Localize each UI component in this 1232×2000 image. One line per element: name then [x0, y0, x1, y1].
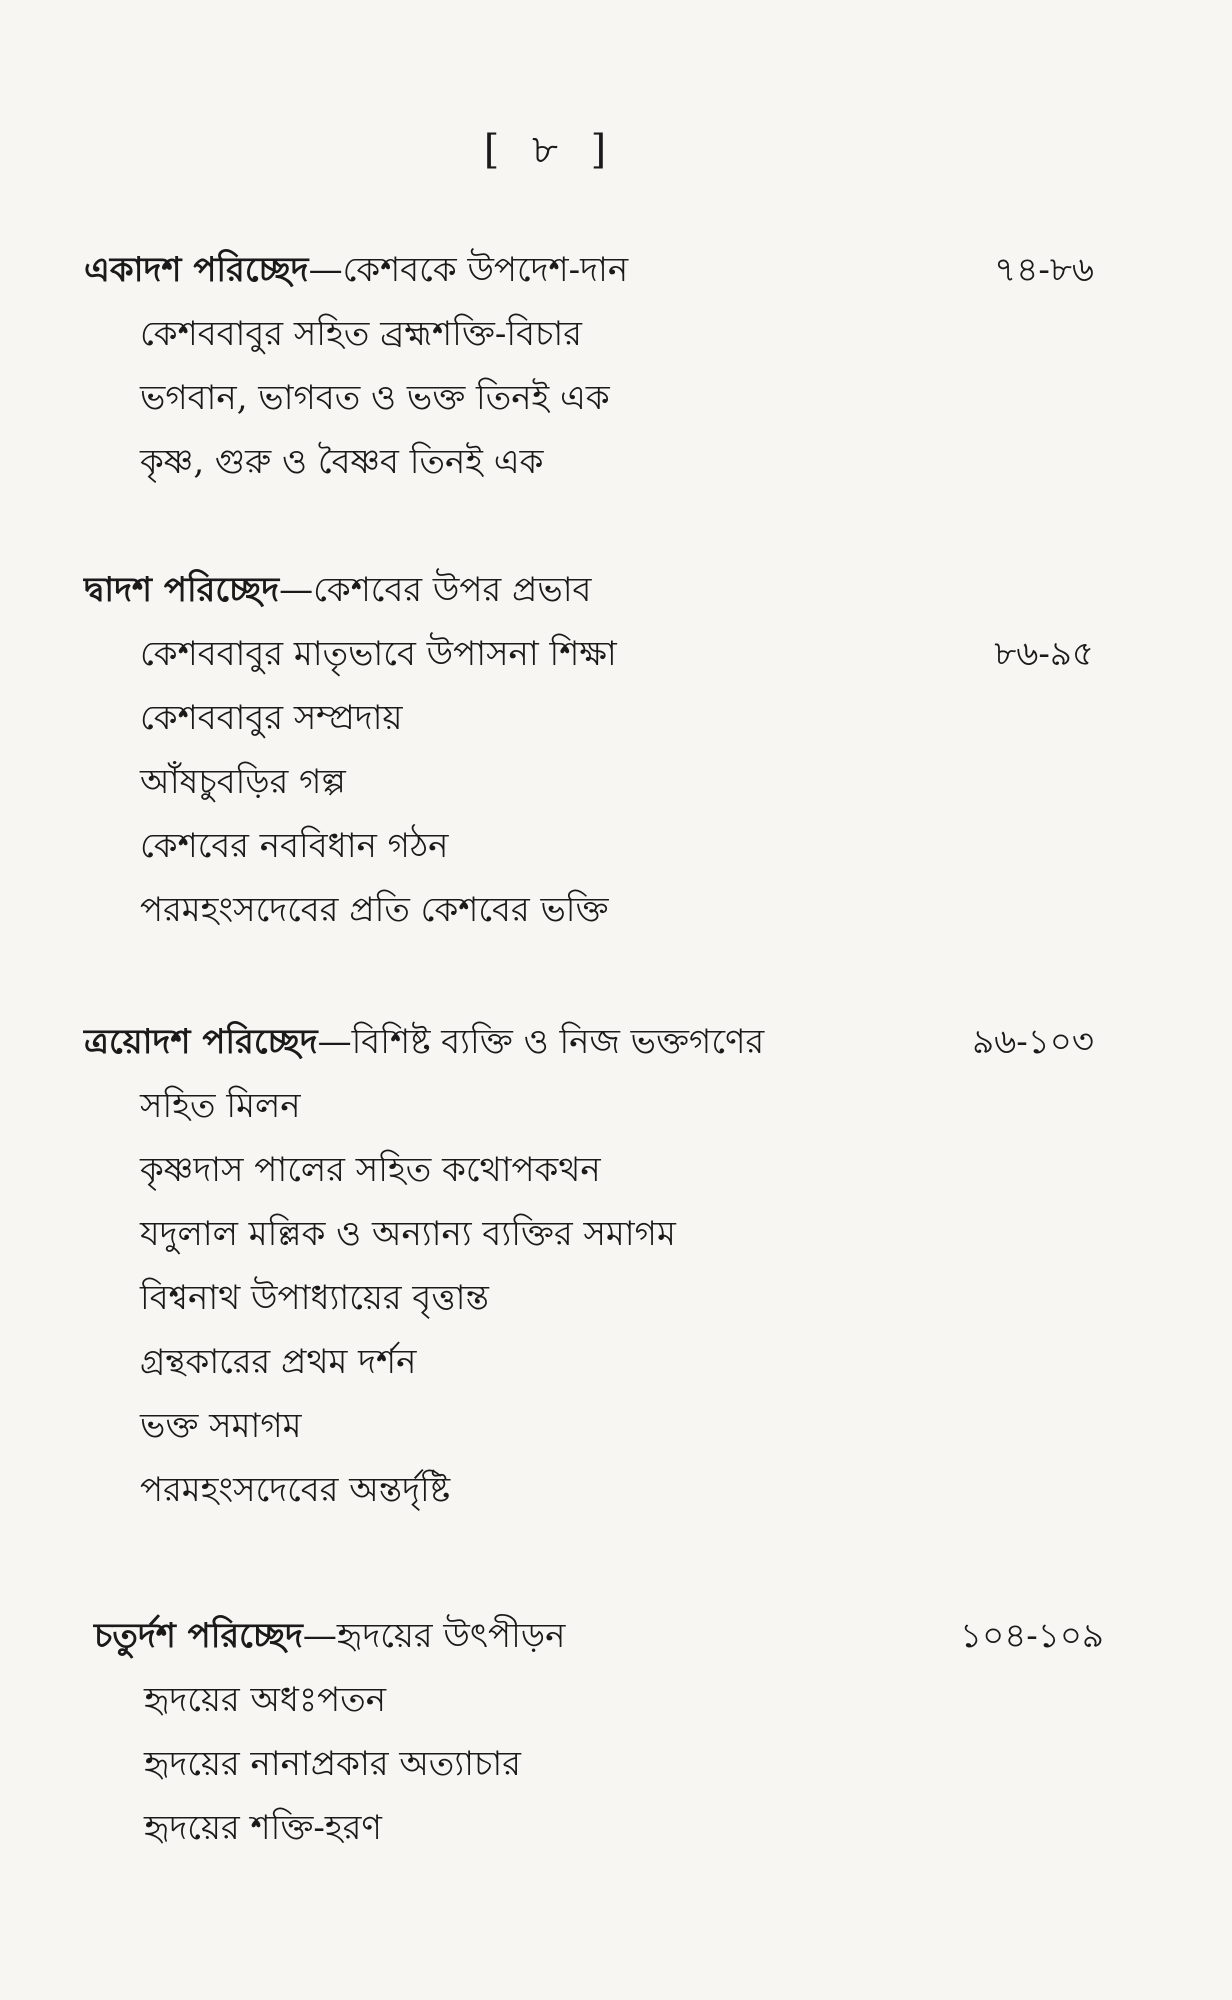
chapter-title: —বিশিষ্ট ব্যক্তি ও নিজ ভক্তগণের	[317, 1022, 765, 1062]
section-heading	[84, 238, 1094, 302]
chapter-label: ত্রয়োদশ পরিচ্ছেদ	[84, 1022, 318, 1062]
toc-item: ভক্ত সমাগম	[140, 1406, 302, 1446]
chapter-label: চতুর্দশ পরিচ্ছেদ	[94, 1616, 303, 1656]
toc-section-12	[84, 558, 1094, 942]
toc-item: কৃষ্ণদাস পালের সহিত কথোপকথন	[140, 1150, 601, 1190]
page-range: ৮৬-৯৫	[994, 634, 1094, 674]
toc-section-11	[84, 238, 1094, 494]
toc-item: কেশবের নববিধান গঠন	[140, 826, 449, 866]
toc-item: পরমহংসদেবের প্রতি কেশবের ভক্তি	[140, 890, 609, 930]
page-number: [ ৮ ]	[483, 127, 617, 173]
page-range: ৭৪-৮৬	[994, 250, 1094, 290]
toc-item: কেশববাবুর সম্প্রদায়	[140, 698, 403, 738]
toc-item: কেশববাবুর সহিত ব্রহ্মশক্তি-বিচার	[140, 314, 582, 354]
toc-item: কৃষ্ণ, গুরু ও বৈষ্ণব তিনই এক	[140, 442, 544, 482]
toc-item	[84, 622, 1094, 686]
chapter-title: —হৃদয়ের উৎপীড়ন	[302, 1616, 566, 1656]
toc-section-14	[94, 1604, 1104, 1860]
toc-item: আঁষচুবড়ির গল্প	[140, 762, 346, 802]
chapter-title: —কেশবকে উপদেশ-দান	[308, 250, 629, 290]
toc-item: পরমহংসদেবের অন্তর্দৃষ্টি	[140, 1470, 451, 1510]
page-range: ৯৬-১০৩	[972, 1022, 1094, 1062]
section-heading	[94, 1604, 1104, 1668]
toc-item: সহিত মিলন	[140, 1086, 301, 1126]
page-range: ১০৪-১০৯	[960, 1616, 1104, 1656]
toc-item: বিশ্বনাথ উপাধ্যায়ের বৃত্তান্ত	[140, 1278, 489, 1318]
toc-item: যদুলাল মল্লিক ও অন্যান্য ব্যক্তির সমাগম	[140, 1214, 676, 1254]
toc-item-text: কেশববাবুর মাতৃভাবে উপাসনা শিক্ষা	[140, 634, 617, 674]
section-heading	[84, 558, 1094, 622]
chapter-label: দ্বাদশ পরিচ্ছেদ	[84, 570, 280, 610]
toc-item: হৃদয়ের অধঃপতন	[144, 1680, 386, 1720]
chapter-title: —কেশবের উপর প্রভাব	[279, 570, 592, 610]
toc-item: গ্রন্থকারের প্রথম দর্শন	[140, 1342, 417, 1382]
chapter-label: একাদশ পরিচ্ছেদ	[84, 250, 309, 290]
section-heading	[84, 1010, 1094, 1074]
toc-section-13	[84, 1010, 1094, 1522]
toc-item: হৃদয়ের শক্তি-হরণ	[144, 1808, 382, 1848]
toc-item: হৃদয়ের নানাপ্রকার অত্যাচার	[144, 1744, 521, 1784]
toc-item: ভগবান, ভাগবত ও ভক্ত তিনই এক	[140, 378, 610, 418]
